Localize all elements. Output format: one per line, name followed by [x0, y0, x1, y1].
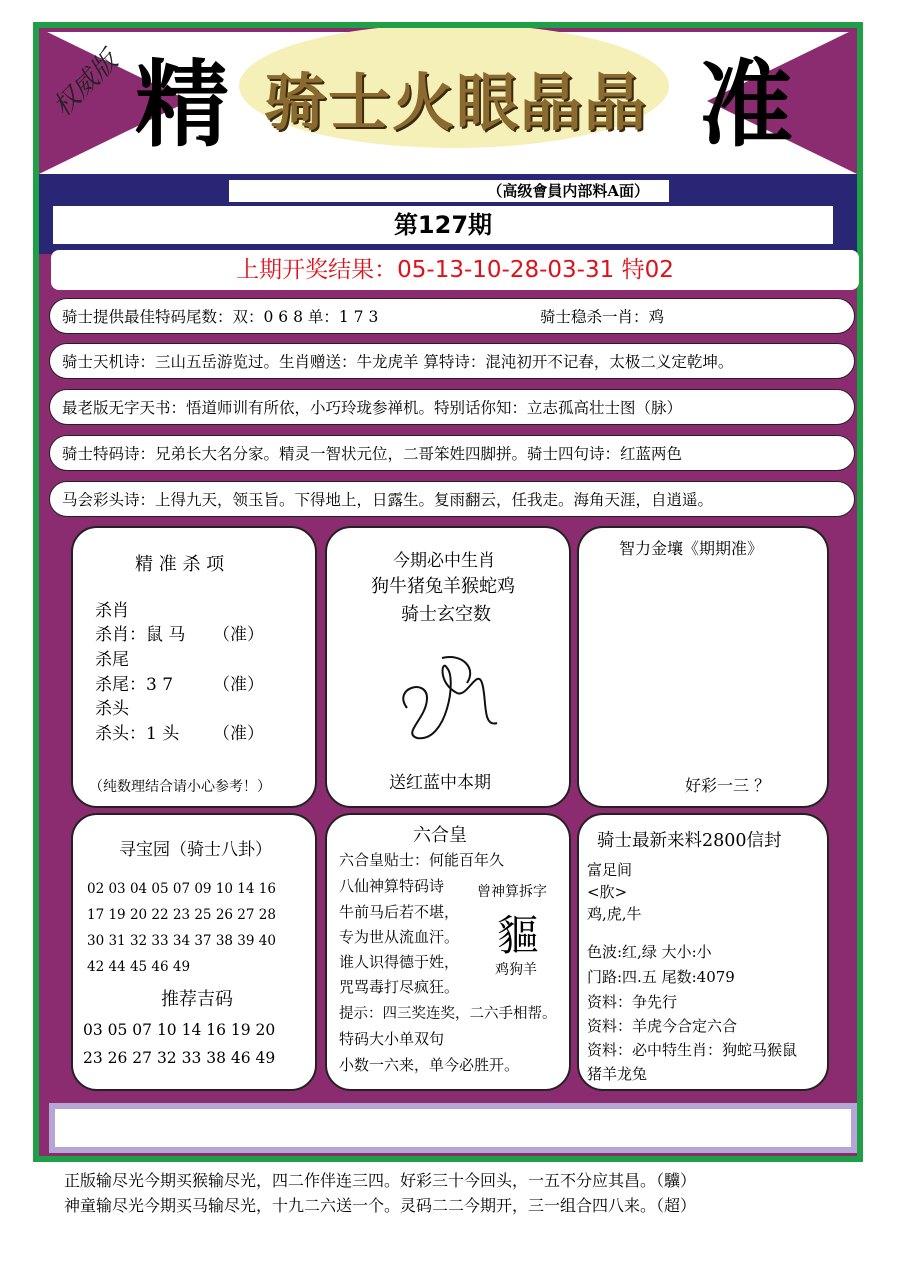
poem-line [49, 343, 855, 379]
line-text-right: 骑士稳杀一肖：鸡 [540, 308, 665, 326]
zodiac-line-3: 骑士玄空数 [401, 604, 491, 625]
zodiac-line-2: 狗牛猪兔羊猴蛇鸡 [371, 576, 515, 597]
horse-poem-line [49, 481, 855, 517]
bottom-strip [49, 1103, 857, 1153]
header [39, 28, 857, 174]
kill-row: 杀头 [95, 699, 129, 719]
kill-row: 杀头：1 头 [95, 724, 180, 744]
footer-line-1: 正版输尽光今期买猴输尽光，四二作伴连三四。好彩三十今回头，一五不分应其昌。（驥） [64, 1171, 697, 1190]
book-line [49, 389, 855, 425]
news-line: <肷> [587, 883, 628, 901]
liuhe-line: 特码大小单双句 [339, 1030, 445, 1048]
zodiac-bottom: 送红蓝中本期 [389, 773, 491, 793]
treasure-row: 17 19 20 22 23 25 26 27 28 [87, 907, 276, 923]
chaizi-title: 曾神算拆字 [477, 884, 547, 900]
news-line: 色波:红,绿 大小:小 [587, 943, 712, 961]
liuhe-line: 提示：四三奖连奖，二六手相帮。 [339, 1006, 557, 1022]
footer-line-2: 神童输尽光今期买马输尽光，十九二六送一个。灵码二二今期开，三一组合四八来。（超） [64, 1196, 697, 1215]
recommend-row: 03 05 07 10 14 16 19 20 [83, 1021, 276, 1039]
line-text: 骑士天机诗：三山五岳游览过。生肖赠送：牛龙虎羊 算特诗：混沌初开不记春，太极二义定乾坤。 [62, 353, 734, 371]
recommend-title: 推荐吉码 [161, 989, 233, 1010]
zodiac-box [325, 526, 571, 808]
liuhe-line: 专为世从流血汗。 [339, 928, 460, 946]
kill-row: 杀尾 [95, 650, 129, 670]
liuhe-line: 六合皇贴士：何能百年久 [339, 851, 505, 869]
line-text: 最老版无字天书：悟道师训有所依，小巧玲珑参禅机。特别话你知：立志孤高壮士图（脉） [62, 399, 683, 417]
treasure-box [71, 813, 317, 1091]
liuhe-title: 六合皇 [413, 825, 467, 846]
handwritten-signature [387, 638, 517, 748]
news-line: 猪羊龙兔 [587, 1065, 648, 1083]
line-text: 马会彩头诗：上得九天，领玉旨。下得地上，日露生。复雨翻云，任我走。海角天涯，自逍遥。 [62, 491, 714, 509]
line-text: 骑士提供最佳特码尾数：双：0 6 8 单：1 7 3 [62, 308, 379, 326]
kill-box-title: 精 准 杀 项 [135, 554, 225, 575]
liuhe-line: 咒骂毒打尽疯狂。 [339, 978, 460, 996]
news-line: 资料：争先行 [587, 993, 678, 1011]
treasure-row: 02 03 04 05 07 09 10 14 16 [87, 881, 276, 897]
kill-zhun: （准） [213, 625, 264, 645]
news-line: 鸡,虎,牛 [587, 905, 642, 923]
news-line: 门路:四.五 尾数:4079 [587, 968, 735, 986]
liuhe-line: 牛前马后若不堪， [339, 903, 460, 921]
kill-row: 杀肖：鼠 马 [95, 625, 186, 645]
news-line: 富足间 [587, 861, 633, 879]
liuhe-box [325, 813, 571, 1091]
issue-number: 第127期 [53, 206, 833, 244]
treasure-row: 30 31 32 33 34 37 38 39 40 [87, 933, 276, 949]
recommend-row: 23 26 27 32 33 38 46 49 [83, 1049, 276, 1067]
poster-frame [33, 22, 863, 1162]
kill-box [71, 526, 317, 808]
chaizi-character: 貙 [497, 911, 540, 960]
big-character-left: 精 [135, 50, 230, 160]
zodiac-line-1: 今期必中生肖 [393, 551, 495, 571]
wisdom-bottom: 好彩一三 ？ [685, 776, 771, 795]
wisdom-box [577, 526, 829, 808]
news-line: 资料：必中特生肖：狗蛇马猴鼠 [587, 1041, 798, 1059]
special-poem-line [49, 435, 855, 471]
liuhe-line: 谁人识得德于姓， [339, 953, 460, 971]
chaizi-answer: 鸡狗羊 [495, 962, 537, 978]
line-text: 骑士特码诗：兄弟长大名分家。精灵一智状元位，二哥笨姓四脚拼。骑士四句诗：红蓝两色 [62, 445, 683, 463]
news-box [577, 813, 829, 1091]
wisdom-title: 智力金壤《期期准》 [619, 539, 764, 558]
news-title: 骑士最新来料2800信封 [597, 831, 782, 851]
edition-label: 权威版 [47, 46, 124, 123]
big-character-right: 准 [699, 50, 794, 160]
last-result: 上期开奖结果：05-13-10-28-03-31 特02 [51, 250, 859, 290]
page-title: 骑士火眼晶晶 [264, 66, 649, 139]
kill-note: （纯数理结合请小心参考！） [89, 779, 271, 795]
liuhe-line: 小数一六来，单今必胜开。 [339, 1056, 520, 1074]
kill-zhun: （准） [213, 724, 264, 744]
kill-zhun: （准） [213, 675, 264, 695]
subtitle: （高级會員内部料A面） [229, 180, 669, 202]
tail-number-line [49, 298, 855, 334]
news-line: 资料：羊虎今合定六合 [587, 1017, 738, 1035]
treasure-row: 42 44 45 46 49 [87, 959, 191, 975]
kill-row: 杀肖 [95, 601, 129, 621]
liuhe-line: 八仙神算特码诗 [339, 877, 445, 895]
kill-row: 杀尾：3 7 [95, 675, 174, 695]
treasure-title: 寻宝园（骑士八卦） [119, 840, 272, 860]
